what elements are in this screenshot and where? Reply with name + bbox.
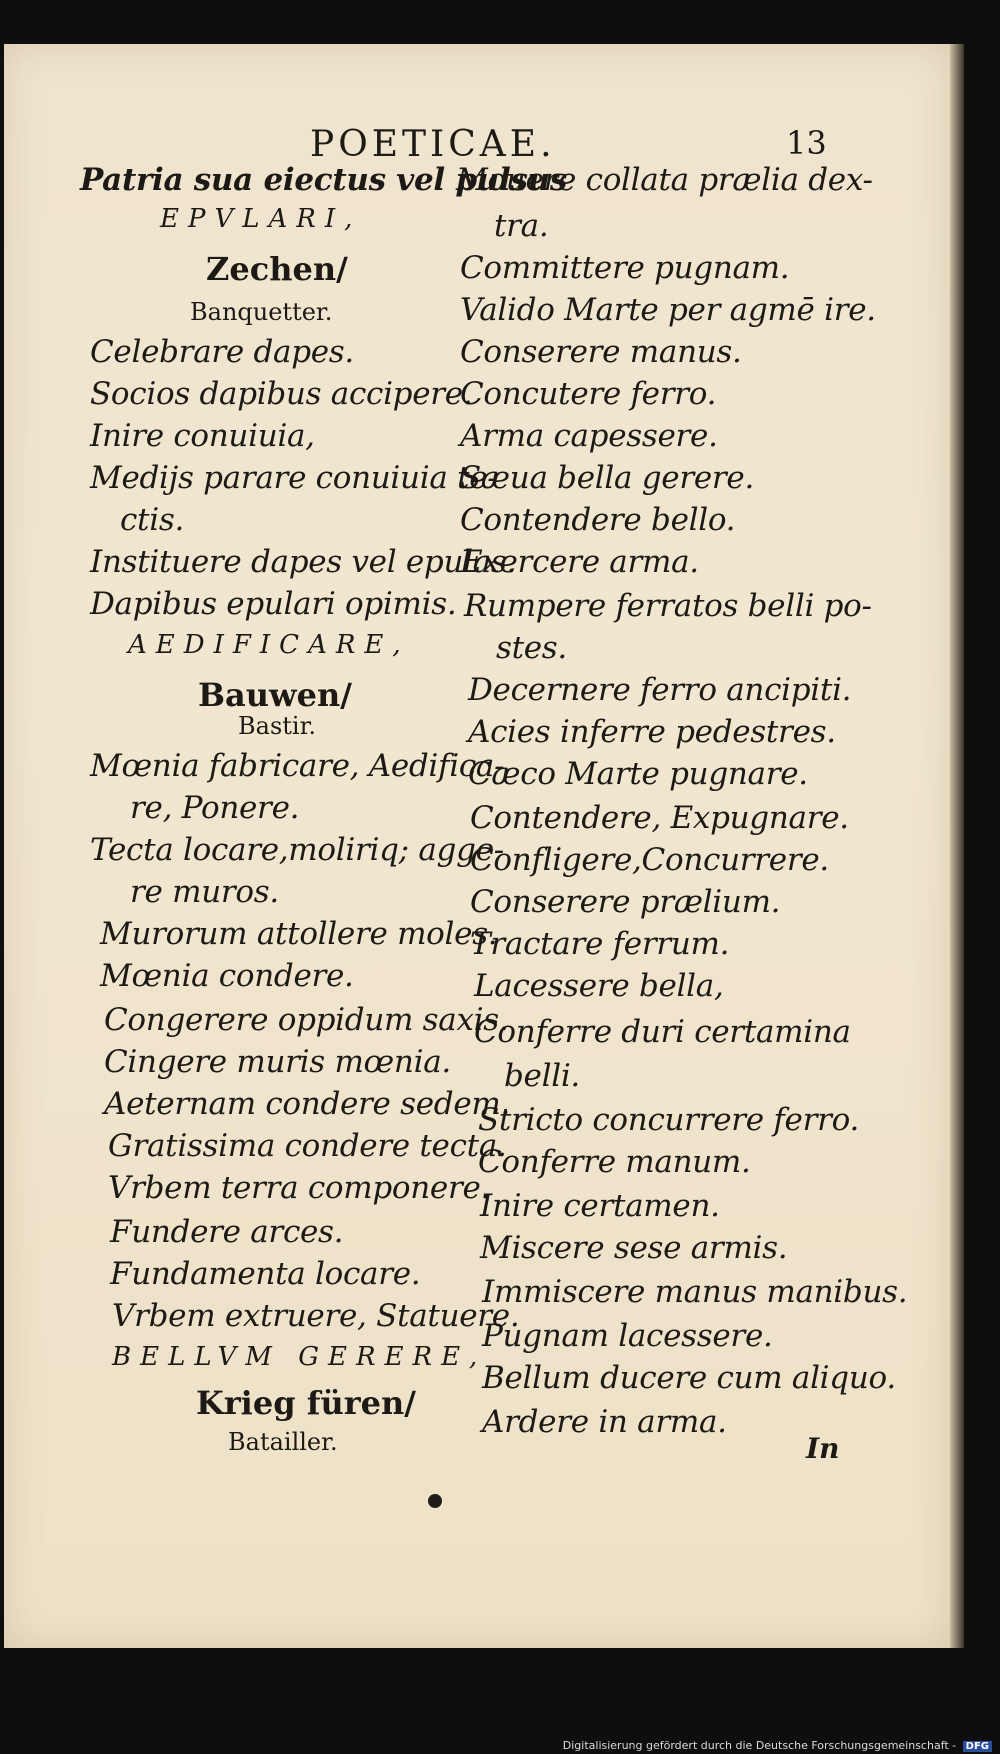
left-line: Fundamenta locare. [110,1256,421,1292]
right-line: Arma capessere. [460,418,718,454]
right-line: stes. [496,630,567,666]
right-line: Contendere bello. [460,502,736,538]
left-line: Cingere muris mœnia. [104,1044,451,1080]
left-line: Dapibus epulari opimis. [90,586,457,622]
section-heading-latin: AEDIFICARE, [128,630,410,660]
left-line: Vrbem extruere, Statuere. [112,1298,520,1334]
right-line: Conserere prælium. [470,884,781,920]
right-line: tra. [494,208,549,244]
right-line: Immiscere manus manibus. [482,1274,908,1310]
right-line: Contendere, Expugnare. [470,800,849,836]
right-line: Conferre duri certamina [474,1014,851,1050]
right-line: Acies inferre pedestres. [468,714,836,750]
left-line: Aeternam condere sedem. [104,1086,511,1122]
left-line: ctis. [120,502,184,538]
dfg-logo: DFG [963,1741,992,1752]
left-line: Patria sua eiectus vel pulsus [80,162,567,198]
left-line: Tecta locare,moliriq; agge- [90,832,504,868]
right-line: belli. [504,1058,580,1094]
right-line: Confligere,Concurrere. [470,842,829,878]
catchword: In [806,1432,840,1465]
left-line: Medijs parare conuiuia te- [90,460,498,496]
right-line: Committere pugnam. [460,250,790,286]
right-line: Sæua bella gerere. [460,460,755,496]
section-heading-latin: BELLVM GERERE, [112,1342,487,1372]
running-head: POETICAE. [310,124,556,165]
right-line: Rumpere ferratos belli po- [464,588,872,624]
left-line: Instituere dapes vel epulas. [90,544,517,580]
section-heading-german: Krieg füren/ [196,1384,416,1422]
left-line: Celebrare dapes. [90,334,354,370]
page-number: 13 [786,124,827,162]
left-line: Mœnia condere. [100,958,354,994]
section-heading-french: Bastir. [238,712,317,740]
right-line: Conserere manus. [460,334,742,370]
right-line: Decernere ferro ancipiti. [468,672,852,708]
right-line: Pugnam lacessere. [482,1318,773,1354]
right-line: Exercere arma. [460,544,699,580]
left-line: Congerere oppidum saxis. [104,1002,509,1038]
right-line: Miscere sese armis. [480,1230,788,1266]
right-line: Tractare ferrum. [470,926,730,962]
digitization-credit [563,1739,992,1752]
right-line: Valido Marte per agmē ire. [460,292,876,328]
section-heading-latin: EPVLARI, [160,204,362,234]
right-line: Cæco Marte pugnare. [468,756,808,792]
left-line: re muros. [130,874,279,910]
page-edge [950,44,964,1648]
left-line: Inire conuiuia, [90,418,315,454]
left-line: Fundere arces. [110,1214,344,1250]
section-heading-french: Banquetter. [190,298,333,326]
right-line: Inire certamen. [480,1188,720,1224]
left-line: Vrbem terra componere. [108,1170,491,1206]
section-heading-german: Zechen/ [206,250,348,288]
left-line: Murorum attollere moles. [100,916,498,952]
left-line: Mœnia fabricare, Aedifica- [90,748,505,784]
ink-dot [428,1494,442,1508]
section-heading-german: Bauwen/ [198,676,352,714]
credit-text: Digitalisierung gefördert durch die Deutsche Forschungsgemeinschaft - [562,1739,957,1752]
right-line: Stricto concurrere ferro. [478,1102,860,1138]
left-line: re, Ponere. [130,790,300,826]
right-line: Mouere collata prælia dex- [456,162,873,198]
right-line: Concutere ferro. [460,376,717,412]
left-line: Socios dapibus accipere. [90,376,473,412]
right-line: Conferre manum. [478,1144,751,1180]
right-line: Ardere in arma. [482,1404,727,1440]
section-heading-french: Batailler. [228,1428,338,1456]
left-line: Gratissima condere tecta. [108,1128,507,1164]
right-line: Lacessere bella, [474,968,724,1004]
right-line: Bellum ducere cum aliquo. [482,1360,896,1396]
